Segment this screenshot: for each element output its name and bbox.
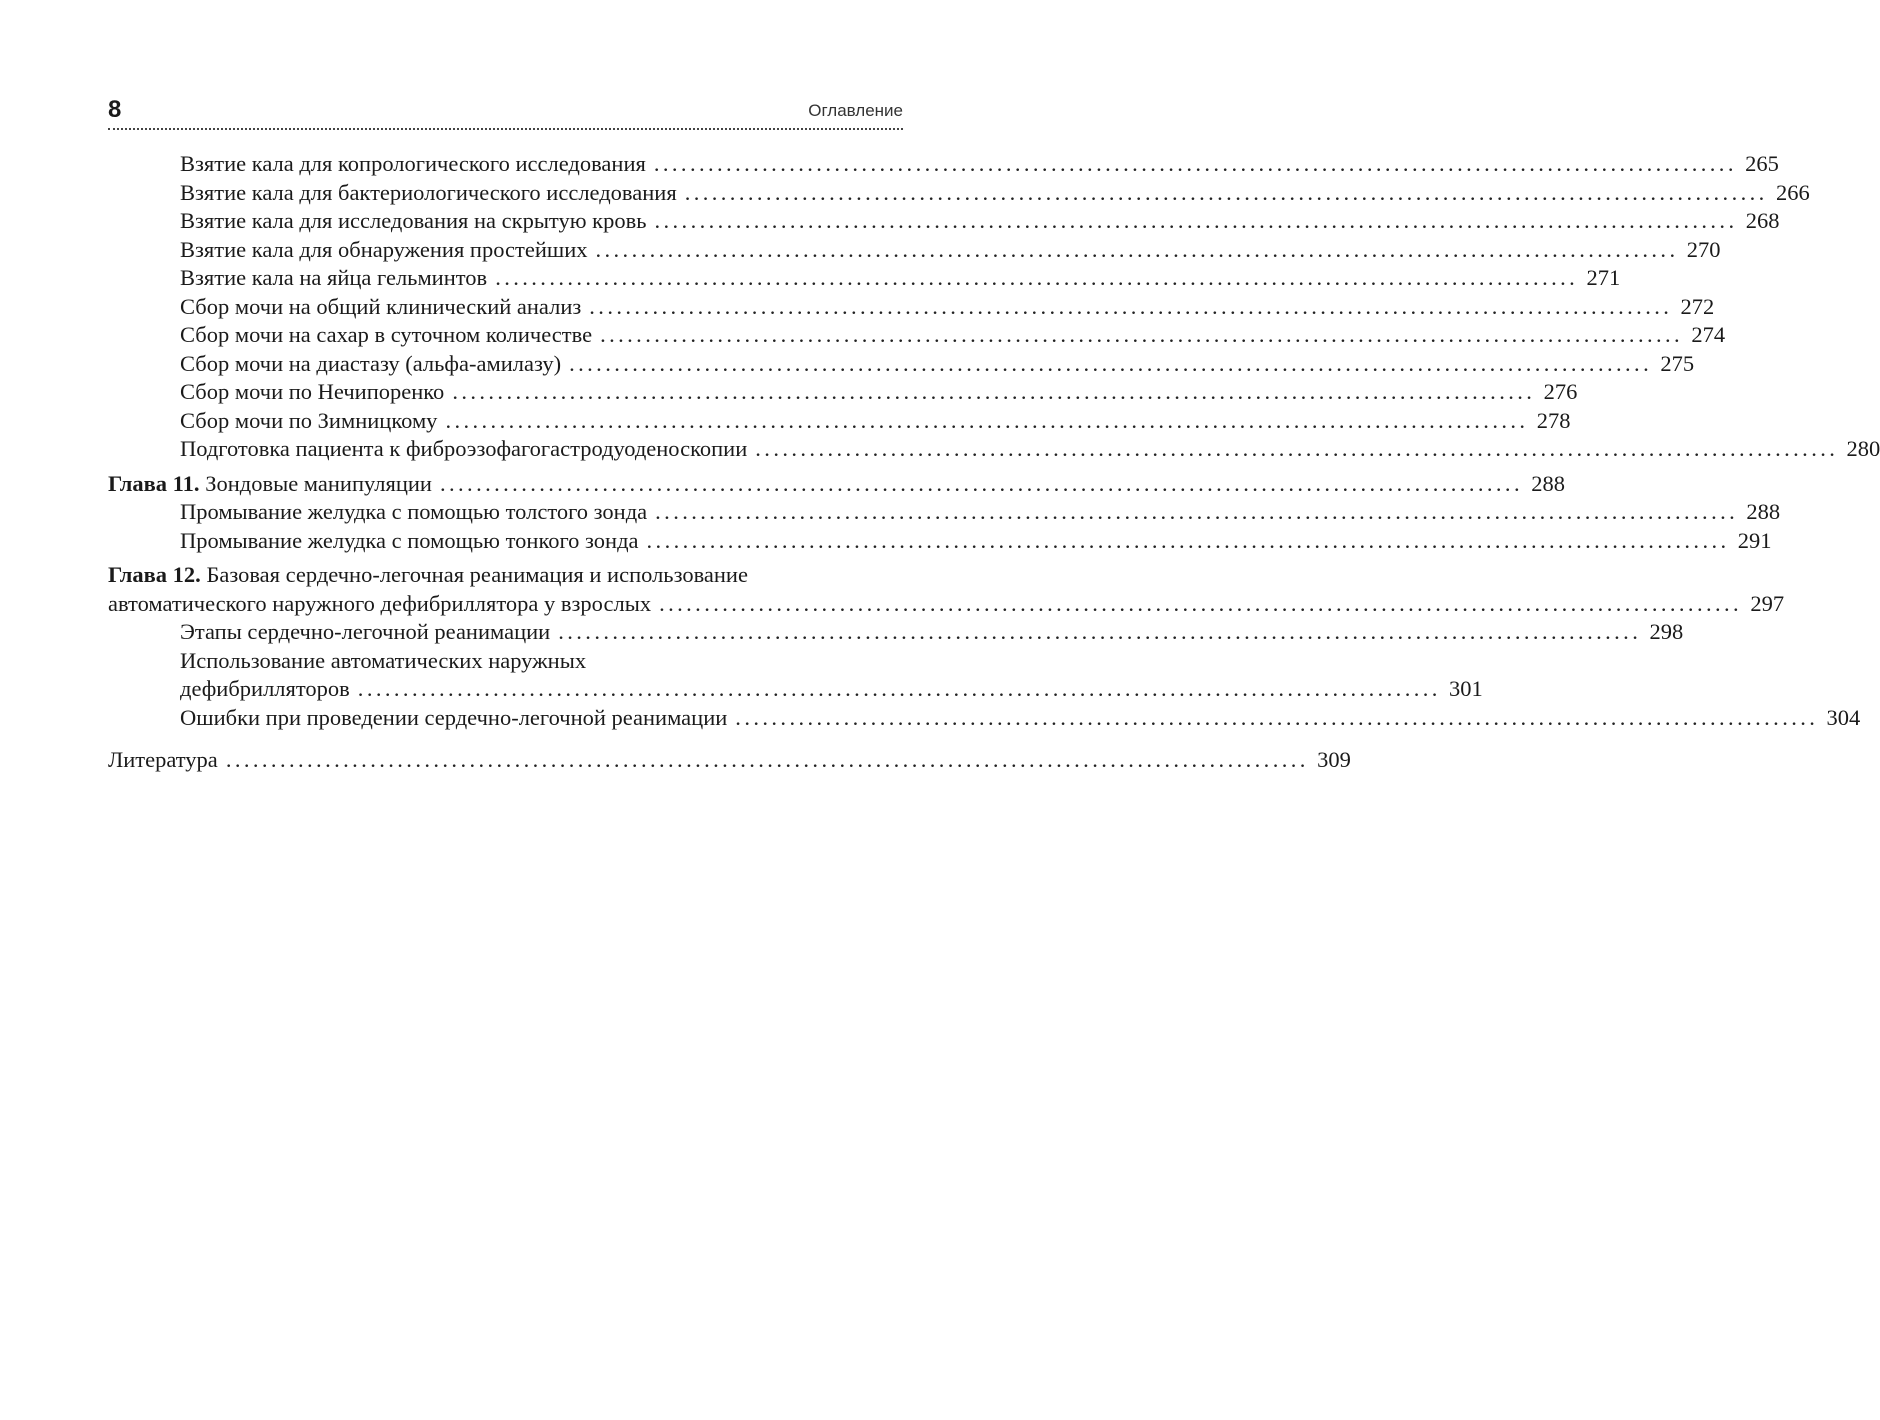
toc-entry-title: Взятие кала на яйца гельминтов [180,265,488,290]
toc-entry-title-line1: Использование автоматических наружных [180,647,587,673]
table-of-contents [108,150,1880,775]
dot-leader: ........................................................................................................................ [495,265,1579,290]
toc-entry-title: Литература [108,747,218,772]
toc-entry-title: Сбор мочи на сахар в суточном количестве [180,322,593,347]
toc-entry-title: Промывание желудка с помощью тонкого зонда [180,527,639,553]
toc-entry-title: Взятие кала для бактериологического исследования [180,179,677,205]
toc-entry-page: 298 [1649,619,1684,644]
toc-entry-page: 297 [1750,590,1785,616]
toc-entry [108,321,1726,350]
dot-leader: ........................................................................................................................ [225,747,1309,772]
toc-literature [108,746,1351,775]
toc-entry-title: Ошибки при проведении сердечно-легочной реанимации [180,704,728,730]
toc-entry [108,618,1684,647]
chapter-label: Глава 11. [108,470,200,496]
toc-chapter-12-line2 [108,590,1785,619]
toc-entry [108,350,1695,379]
dot-leader: ........................................................................................................................ [684,179,1768,205]
dot-leader: ........................................................................................................................ [452,379,1536,404]
dot-leader: ........................................................................................................................ [439,470,1523,496]
toc-entry-title: Подготовка пациента к фиброэзофагогастродуоденоскопии [180,436,748,461]
running-title: Оглавление [808,101,903,120]
toc-entry-title: Взятие кала для исследования на скрытую кровь [180,208,647,233]
toc-entry-page: 275 [1660,350,1695,376]
toc-entry-page: 276 [1543,379,1578,404]
toc-entry [108,675,1483,704]
dot-leader: ........................................................................................................................ [600,322,1684,347]
toc-entry [108,179,1810,208]
dot-leader: ........................................................................................................................ [558,619,1642,644]
page-number: 8 [108,96,122,123]
toc-entry [108,378,1578,407]
toc-entry-page: 280 [1846,436,1880,461]
toc-entry-page: 270 [1686,236,1721,262]
chapter-name-continued: автоматического наружного дефибриллятора у взрослых [108,590,652,616]
toc-entry-page: 265 [1745,151,1779,176]
toc-chapter-12-line1 [108,561,903,590]
toc-entry-title: Промывание желудка с помощью толстого зонда [180,499,648,524]
chapter-name: Зондовые манипуляции [205,470,432,496]
chapter-name: Базовая сердечно-легочная реанимация и использование [206,562,748,587]
toc-entry-page: 266 [1775,179,1810,205]
toc-entry-page: 272 [1680,293,1715,319]
dot-leader: ........................................................................................................................ [595,236,1679,262]
dot-leader: ........................................................................................................................ [653,151,1737,176]
toc-entry-page: 271 [1586,265,1621,290]
toc-entry-page: 288 [1531,470,1565,496]
toc-entry [108,527,1772,556]
dot-leader: ........................................................................................................................ [589,293,1673,319]
toc-entry-title: Сбор мочи на диастазу (альфа-амилазу) [180,350,562,376]
toc-entry-page: 301 [1449,676,1483,701]
dot-leader: ........................................................................................................................ [654,208,1738,233]
toc-entry-page: 309 [1317,747,1351,772]
chapter-label: Глава 12. [108,562,201,587]
toc-entry-page: 288 [1746,499,1781,524]
toc-entry [108,435,1880,464]
toc-entry-title-line2: дефибрилляторов [180,676,350,701]
page-header [108,94,903,134]
toc-entry-page: 274 [1691,322,1726,347]
toc-entry [108,498,1781,527]
toc-chapter-11 [108,470,1565,499]
toc-entry-page: 278 [1536,407,1571,433]
toc-entry [108,207,1780,236]
dot-leader: ........................................................................................................................ [569,350,1653,376]
toc-entry [108,150,1779,179]
toc-entry-title: Сбор мочи по Зимницкому [180,407,438,433]
toc-entry-title: Взятие кала для копрологического исследования [180,151,646,176]
toc-entry [108,407,1571,436]
toc-entry-title: Этапы сердечно-легочной реанимации [180,619,551,644]
dot-leader: ........................................................................................................................ [659,590,1743,616]
toc-entry-page: 291 [1737,527,1772,553]
dot-leader: ........................................................................................................................ [445,407,1529,433]
toc-entry [108,704,1861,733]
dot-leader: ........................................................................................................................ [755,436,1839,461]
toc-entry-page: 268 [1745,208,1780,233]
toc-entry [108,236,1721,265]
toc-chapter-title [108,470,432,499]
toc-entry [108,264,1621,293]
dot-leader: ........................................................................................................................ [357,676,1441,701]
toc-entry-title: Сбор мочи по Нечипоренко [180,379,445,404]
toc-entry-page: 304 [1826,704,1861,730]
dot-leader: ........................................................................................................................ [655,499,1739,524]
toc-entry-title: Сбор мочи на общий клинический анализ [180,293,582,319]
toc-entry-title: Взятие кала для обнаружения простейших [180,236,588,262]
toc-entry [108,293,1715,322]
dot-leader: ........................................................................................................................ [735,704,1819,730]
header-dotted-rule [108,128,903,130]
dot-leader: ........................................................................................................................ [646,527,1730,553]
